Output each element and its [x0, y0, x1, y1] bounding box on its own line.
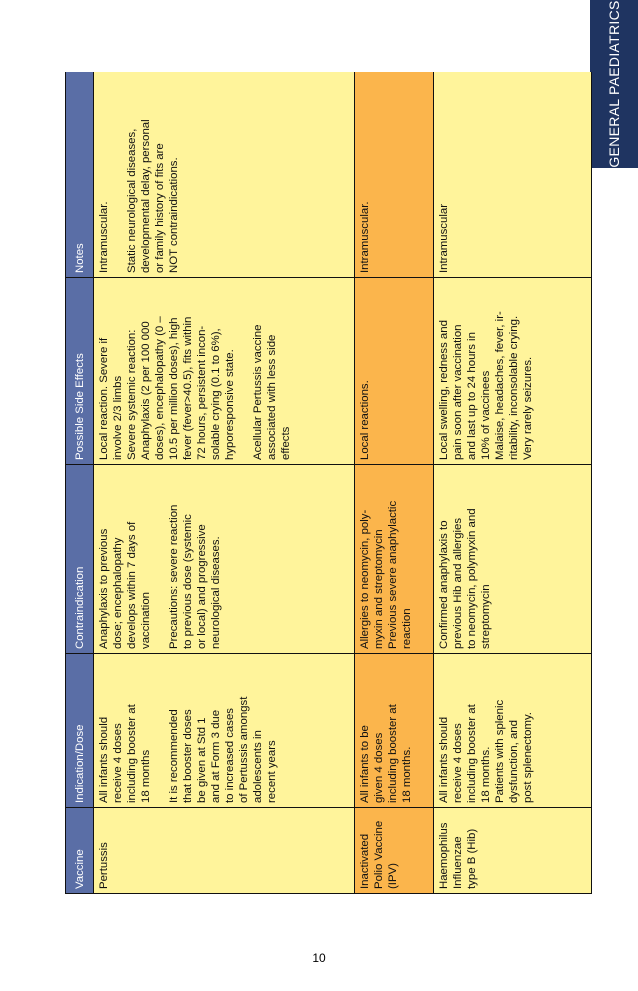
cell-line: vaccination	[140, 592, 152, 649]
cell-line: including booster at	[126, 704, 138, 803]
cell-line: All infants should	[438, 716, 450, 803]
cell-indication	[94, 654, 355, 808]
cell-line: myxin and streptomycin	[373, 529, 385, 649]
cell-line: solable crying (0.1 to 6%),	[210, 328, 222, 460]
cell-vaccine	[355, 808, 434, 894]
cell-line: receive 4 doses	[112, 723, 124, 803]
cell-line: 72 hours, persistent incon-	[196, 325, 208, 460]
cell-line: associated with less side	[266, 334, 278, 460]
header-notes: Notes	[66, 72, 94, 278]
cell-contraindication	[94, 465, 355, 654]
cell-line: Severe systemic reaction:	[126, 329, 138, 460]
cell-notes	[94, 72, 355, 278]
cell-line: reaction	[401, 608, 413, 649]
cell-line: develops within 7 days of	[126, 521, 138, 649]
section-side-tab-label: GENERAL PAEDIATRICS	[606, 0, 622, 168]
cell-line: Intramuscular.	[98, 201, 110, 273]
cell-line: that booster doses	[182, 709, 194, 803]
cell-line: It is recommended	[168, 709, 180, 803]
cell-line: Allergies to neomycin, poly-	[359, 509, 371, 649]
page-number: 10	[312, 951, 326, 965]
cell-line: Acellular Pertussis vaccine	[252, 324, 264, 460]
cell-line: dose; encephalopathy	[112, 537, 124, 649]
cell-side-effects	[94, 278, 355, 465]
cell-line: Polio Vaccine	[373, 820, 385, 889]
cell-line: of Pertussis amongst	[238, 696, 250, 803]
cell-line: including booster at	[387, 704, 399, 803]
cell-line: and at Form 3 due	[210, 709, 222, 803]
cell-line: Inactivated	[359, 833, 371, 889]
cell-indication	[355, 654, 434, 808]
cell-line: post splenectomy.	[522, 712, 534, 803]
cell-line: 18 months.	[480, 746, 492, 803]
cell-line: Anaphylaxis to previous	[98, 528, 110, 649]
header-indication-dose: Indication/Dose	[66, 654, 94, 808]
cell-line: effects	[280, 426, 292, 460]
cell-line: hyporesponsive state.	[224, 349, 236, 460]
cell-line	[153, 658, 167, 803]
cell-line: receive 4 doses	[452, 723, 464, 803]
cell-line: (IPV)	[387, 863, 399, 889]
cell-indication	[434, 654, 592, 808]
cell-line: dysfunction, and	[508, 720, 520, 803]
cell-side-effects	[355, 278, 434, 465]
cell-line: All infants to be	[359, 725, 371, 803]
cell-line: Malaise, headaches, fever, ir-	[494, 311, 506, 460]
cell-line: fever (fever>40.5), fits within	[182, 316, 194, 460]
cell-vaccine	[94, 808, 355, 894]
header-possible-side-effects: Possible Side Effects	[66, 278, 94, 465]
cell-line: NOT contraindications.	[168, 157, 180, 273]
cell-line: to neomycin, polymyxin and	[466, 508, 478, 649]
cell-line: given 4 doses	[373, 732, 385, 803]
cell-line	[153, 469, 167, 649]
cell-line: including booster at	[466, 704, 478, 803]
table-row-pertussis	[94, 72, 355, 894]
table-row-hib	[434, 72, 592, 894]
cell-line: to previous dose (systemic	[182, 514, 194, 649]
cell-line: Previous severe anaphylactic	[387, 500, 399, 649]
cell-line: or family history of fits are	[154, 143, 166, 273]
table-row-ipv	[355, 72, 434, 894]
cell-line: involve 2/3 limbs	[112, 375, 124, 460]
cell-line: Local reactions.	[359, 380, 371, 460]
cell-line: be given at Std 1	[196, 717, 208, 803]
cell-line: 18 months	[140, 749, 152, 803]
cell-line: type B (Hib)	[466, 828, 478, 889]
cell-line: Patients with splenic	[494, 699, 506, 803]
vaccine-table	[65, 72, 592, 894]
cell-line: streptomycin	[480, 584, 492, 649]
cell-line: developmental delay, personal	[140, 119, 152, 273]
cell-line: Static neurological diseases,	[126, 128, 138, 273]
cell-line: Intramuscular	[438, 203, 450, 273]
cell-notes	[355, 72, 434, 278]
cell-line: to increased cases	[224, 708, 236, 803]
cell-line: doses), encephalopathy (0 –	[154, 316, 166, 460]
cell-line: Confirmed anaphylaxis to	[438, 520, 450, 649]
cell-line: Influenzae	[452, 836, 464, 889]
cell-contraindication	[434, 465, 592, 654]
cell-line	[111, 76, 125, 273]
vaccine-table-frame	[65, 72, 592, 894]
cell-line: 18 months.	[401, 746, 413, 803]
cell-notes	[434, 72, 592, 278]
cell-line: or local) and progressive	[196, 524, 208, 649]
cell-vaccine	[434, 808, 592, 894]
cell-line: previous Hib and allergies	[452, 517, 464, 649]
cell-line: 10% of vaccinees	[480, 370, 492, 460]
cell-line: Intramuscular.	[359, 201, 371, 273]
cell-contraindication	[355, 465, 434, 654]
cell-line: Anaphylaxis (2 per 100 000	[140, 321, 152, 460]
cell-line: 10.5 per million doses), high	[168, 317, 180, 460]
cell-line: Precautions: severe reaction	[168, 504, 180, 649]
cell-line: neurological diseases.	[210, 536, 222, 649]
cell-line: Pertussis	[98, 842, 110, 889]
cell-side-effects	[434, 278, 592, 465]
cell-line: ritability, inconsolable crying.	[508, 315, 520, 460]
header-contraindication: Contraindication	[66, 465, 94, 654]
header-vaccine: Vaccine	[66, 808, 94, 894]
cell-line: Local reaction. Severe if	[98, 337, 110, 460]
cell-line: Local swelling, redness and	[438, 320, 450, 460]
rotated-table-container	[65, 72, 592, 894]
cell-line: recent years	[266, 740, 278, 803]
cell-line: and last up to 24 hours in	[466, 332, 478, 460]
cell-line: All infants should	[98, 716, 110, 803]
cell-line: Haemophilus	[438, 822, 450, 889]
cell-line: Very rarely seizures.	[522, 356, 534, 460]
cell-line: pain soon after vaccination	[452, 324, 464, 460]
cell-line: adolescents in	[252, 730, 264, 803]
cell-line	[237, 282, 251, 460]
table-header-row	[66, 72, 94, 894]
